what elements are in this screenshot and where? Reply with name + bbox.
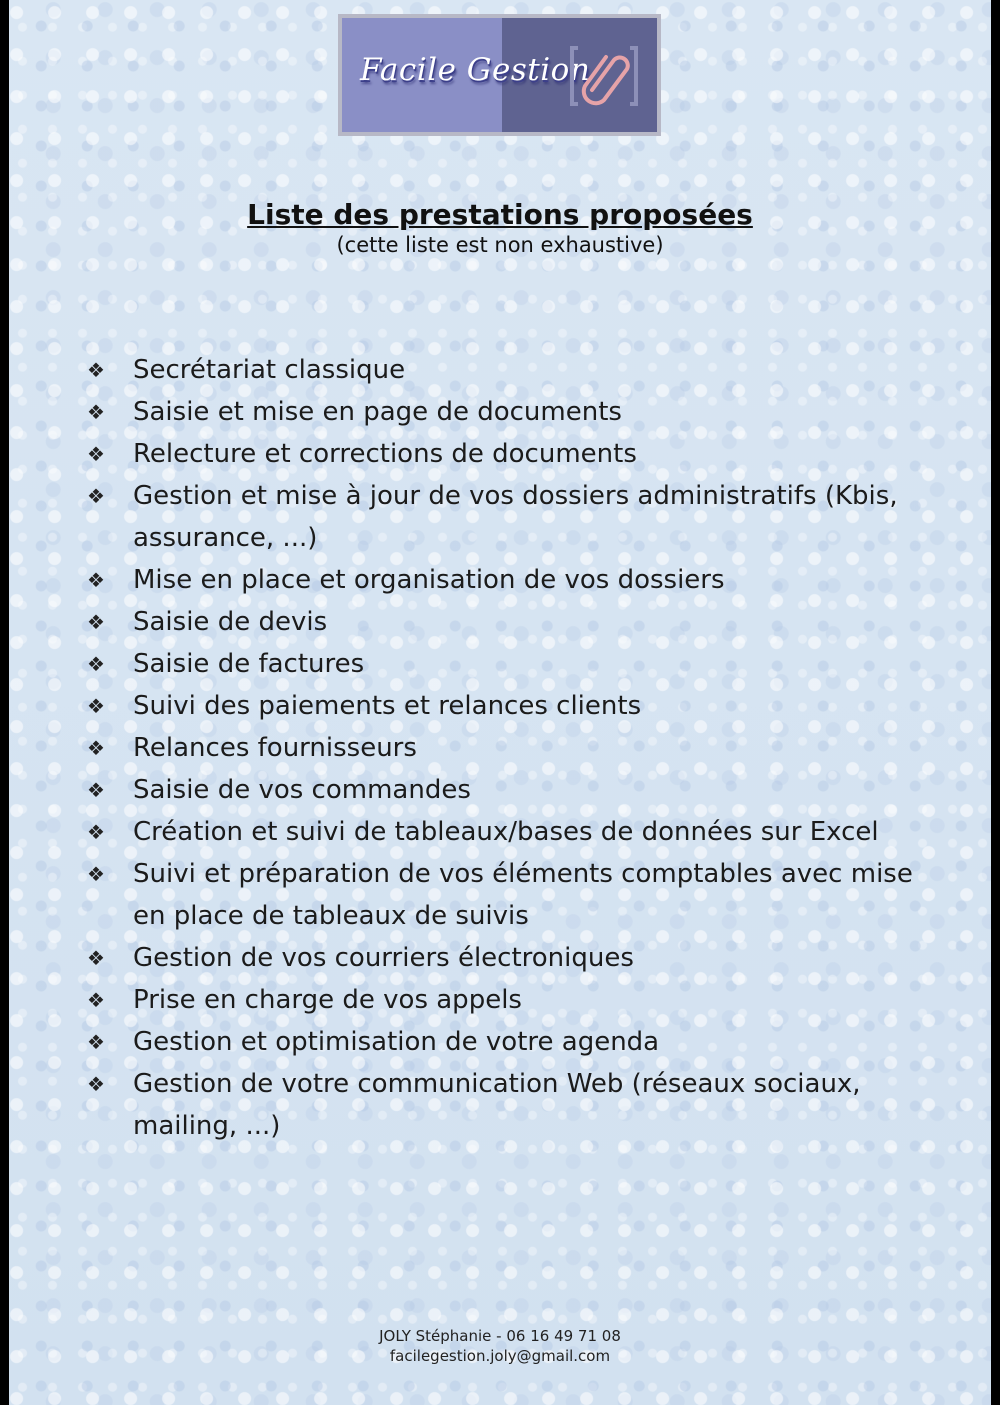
contact-line: JOLY Stéphanie - 06 16 49 71 08 — [379, 1327, 621, 1345]
list-item-text: Suivi des paiements et relances clients — [133, 691, 642, 721]
list-item — [87, 391, 947, 433]
list-item-text: Relances fournisseurs — [133, 733, 417, 763]
list-item — [87, 685, 947, 727]
list-item — [87, 601, 947, 643]
list-item-text: Mise en place et organisation de vos dossiers — [133, 565, 725, 595]
bullet-icon: ❖ — [87, 694, 105, 718]
bullet-icon: ❖ — [87, 358, 105, 382]
bullet-icon: ❖ — [87, 736, 105, 760]
bullet-icon: ❖ — [87, 484, 105, 508]
bullet-icon: ❖ — [87, 1072, 105, 1096]
bullet-icon: ❖ — [87, 988, 105, 1012]
header — [9, 198, 991, 258]
list-item — [87, 853, 947, 937]
list-item — [87, 1021, 947, 1063]
list-item-text: Prise en charge de vos appels — [133, 985, 522, 1015]
bullet-icon: ❖ — [87, 946, 105, 970]
page-title: Liste des prestations proposées — [247, 198, 753, 231]
list-item-text: Saisie et mise en page de documents — [133, 397, 622, 427]
list-item — [87, 559, 947, 601]
bullet-icon: ❖ — [87, 778, 105, 802]
list-item — [87, 727, 947, 769]
bullet-icon: ❖ — [87, 610, 105, 634]
logo-text: Facile Gestion — [360, 52, 591, 88]
list-item-text: Gestion de votre communication Web (réseaux sociaux, mailing, ...) — [133, 1069, 861, 1141]
footer — [9, 1326, 991, 1366]
bullet-icon: ❖ — [87, 568, 105, 592]
list-item — [87, 1063, 947, 1147]
list-item-text: Gestion et optimisation de votre agenda — [133, 1027, 660, 1057]
list-item-text: Gestion de vos courriers électroniques — [133, 943, 634, 973]
email-address: facilegestion.joly@gmail.com — [389, 1347, 611, 1365]
list-item-text: Saisie de factures — [133, 649, 365, 679]
list-item — [87, 979, 947, 1021]
list-item-text: Secrétariat classique — [133, 355, 406, 385]
list-item-text: Saisie de vos commandes — [133, 775, 471, 805]
bullet-icon: ❖ — [87, 1030, 105, 1054]
bullet-icon: ❖ — [87, 862, 105, 886]
list-item-text: Saisie de devis — [133, 607, 328, 637]
list-item-text: Suivi et préparation de vos éléments comptables avec mise en place de tableaux de suivis — [133, 859, 913, 931]
list-item — [87, 349, 947, 391]
bullet-icon: ❖ — [87, 400, 105, 424]
page-subtitle: (cette liste est non exhaustive) — [336, 233, 664, 257]
list-item-text: Relecture et corrections de documents — [133, 439, 637, 469]
list-item — [87, 937, 947, 979]
list-item-text: Création et suivi de tableaux/bases de données sur Excel — [133, 817, 879, 847]
list-item — [87, 769, 947, 811]
list-item — [87, 433, 947, 475]
document-page — [9, 0, 991, 1405]
company-logo — [338, 14, 661, 136]
services-list — [87, 349, 947, 1147]
bullet-icon: ❖ — [87, 442, 105, 466]
list-item-text: Gestion et mise à jour de vos dossiers administratifs (Kbis, assurance, ...) — [133, 481, 898, 553]
list-item — [87, 811, 947, 853]
bullet-icon: ❖ — [87, 652, 105, 676]
bullet-icon: ❖ — [87, 820, 105, 844]
list-item — [87, 643, 947, 685]
list-item — [87, 475, 947, 559]
paperclip-icon — [568, 40, 640, 112]
